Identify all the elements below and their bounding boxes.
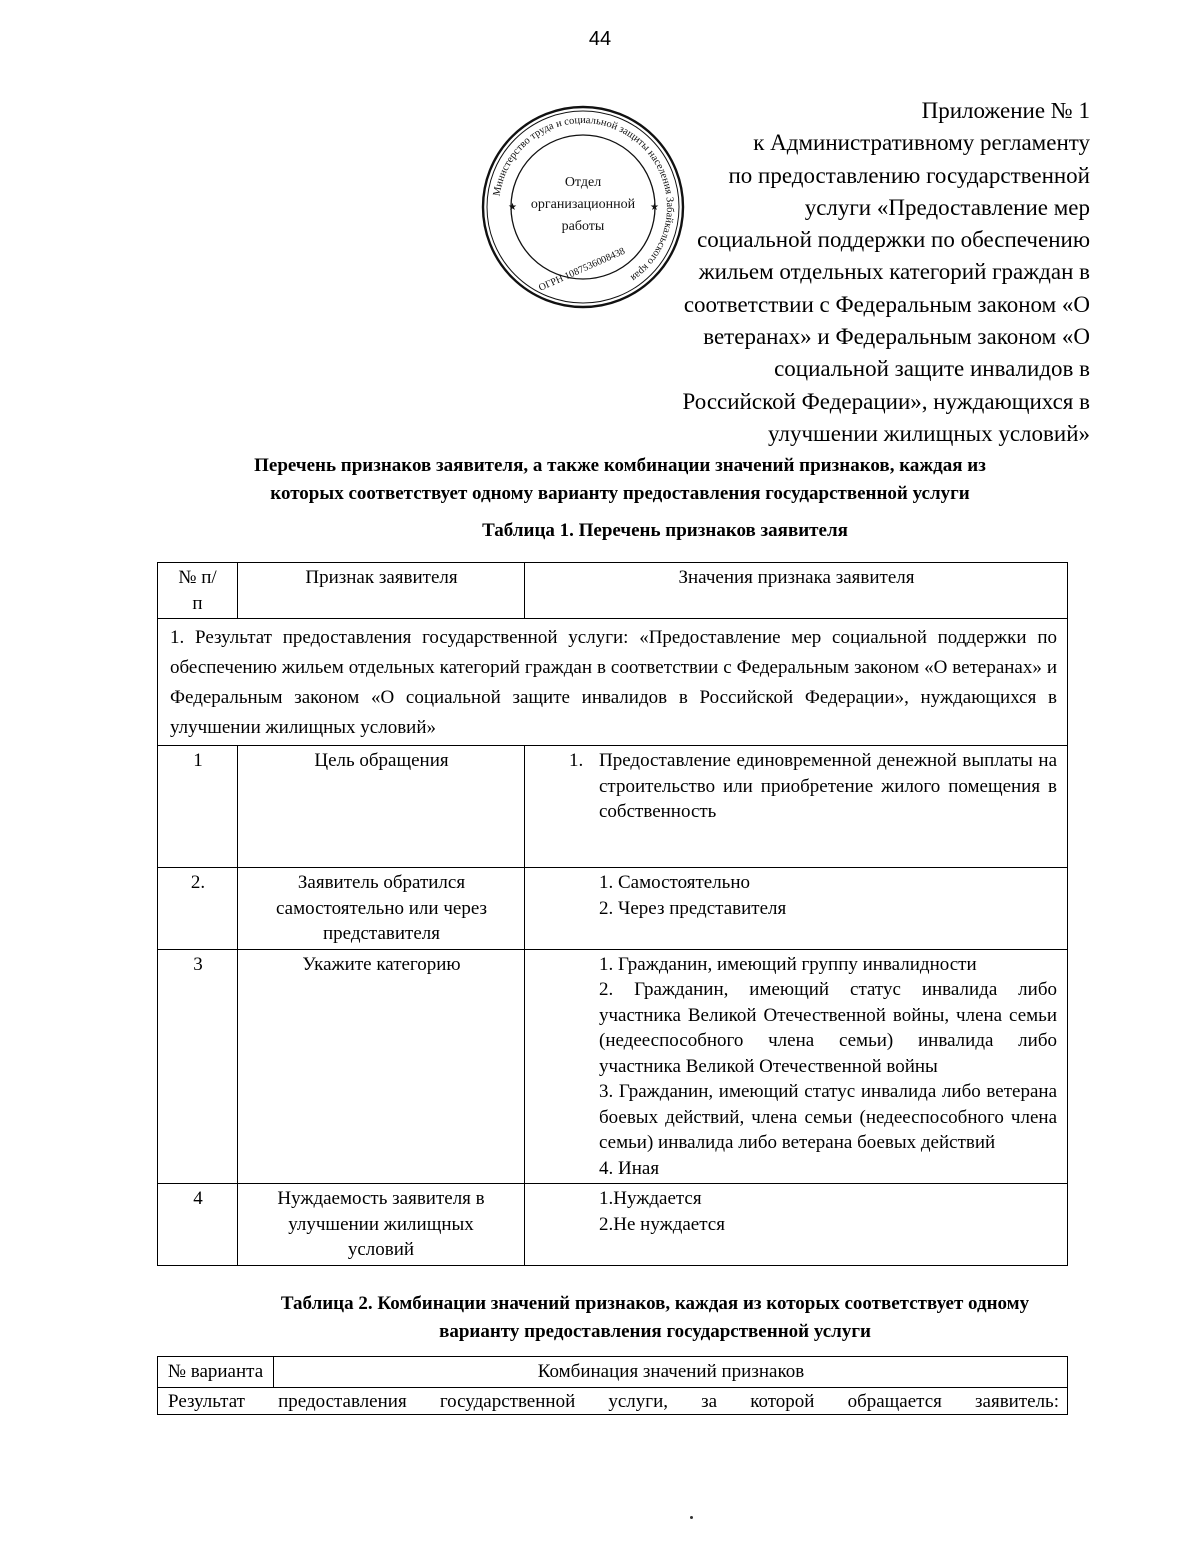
header-attribute: Признак заявителя <box>238 563 525 619</box>
table-row <box>158 746 1068 868</box>
stamp-center-line-1: Отдел <box>564 175 602 190</box>
list-item: 4. Иная <box>599 1157 660 1179</box>
list-item: 1.Нуждается <box>599 1188 702 1209</box>
star-icon: ★ <box>650 202 659 213</box>
row-values <box>525 868 1068 950</box>
appendix-line: улучшении жилищных условий» <box>768 420 1090 446</box>
row-attribute: Заявитель обратился самостоятельно или через представителя <box>238 868 525 950</box>
heading-line-1: Перечень признаков заявителя, а также комбинации значений признаков, каждая из <box>254 455 986 476</box>
row-num: 4 <box>158 1184 238 1266</box>
table-row <box>158 949 1068 1184</box>
appendix-line: Приложение № 1 <box>921 98 1090 123</box>
header-variant-num: № варианта <box>158 1357 274 1388</box>
header-combination: Комбинация значений признаков <box>274 1357 1068 1388</box>
result-row <box>158 1387 1068 1415</box>
row-values <box>525 746 1068 868</box>
stamp-center-line-3: работы <box>561 219 605 234</box>
header-values: Значения признака заявителя <box>525 563 1068 619</box>
list-number: 1. <box>569 750 584 771</box>
heading-line-2: которых соответствует одному варианту предоставления государственной услуги <box>270 483 970 504</box>
list-item: 1. Гражданин, имеющий группу инвалидности <box>599 953 977 975</box>
list-item: 2. Через представителя <box>599 897 787 919</box>
table-row <box>158 868 1068 950</box>
appendix-line: соответствии с Федеральным законом «О <box>683 291 1090 317</box>
row-attribute: Укажите категорию <box>238 949 525 1184</box>
appendix-line: по предоставлению государственной <box>728 162 1090 188</box>
appendix-line: услуги «Предоставление мер <box>804 194 1090 220</box>
row-num: 3 <box>158 949 238 1184</box>
appendix-line: ветеранах» и Федеральным законом «О <box>703 324 1090 350</box>
document-heading <box>150 452 1090 508</box>
page-number: 44 <box>588 28 612 50</box>
stamp-center-line-2: организационной <box>530 197 636 212</box>
table1-caption: Таблица 1. Перечень признаков заявителя <box>482 520 848 541</box>
applicant-attributes-table <box>157 562 1068 1266</box>
table-header-row <box>158 563 1068 619</box>
row-attribute: Нуждаемость заявителя в улучшении жилищных условий <box>238 1184 525 1266</box>
appendix-line: к Административному регламенту <box>753 130 1090 156</box>
list-item: Предоставление единовременной денежной выплаты на строительство или приобретение жилого помещения в собственность <box>599 750 1057 822</box>
header-num: № п/п <box>158 563 238 619</box>
appendix-line: жильем отдельных категорий граждан в <box>698 259 1090 285</box>
stamp-ogrn: ОГРН 1087536008438 <box>537 245 627 294</box>
star-icon: ★ <box>508 202 517 213</box>
row-attribute: Цель обращения <box>238 746 525 868</box>
list-item: 3. Гражданин, имеющий статус инвалида либо ветерана боевых действий, члена семьи (недееспособного члена семьи) инвалида либо ветерана боевых действий <box>599 1081 1057 1153</box>
row-values <box>525 1184 1068 1266</box>
row-values <box>525 949 1068 1184</box>
appendix-line: социальной защите инвалидов в <box>774 356 1090 382</box>
appendix-line: Российской Федерации», нуждающихся в <box>682 388 1090 414</box>
list-item: 1. Самостоятельно <box>599 872 751 893</box>
table2-caption: Таблица 2. Комбинации значений признаков, каждая из которых соответствует одному варианту предоставления государственной услуги <box>280 1293 1030 1342</box>
attribute-combinations-table <box>157 1356 1068 1415</box>
scan-artifact-dot <box>690 1516 693 1519</box>
table-row <box>158 1184 1068 1266</box>
list-item: 2.Не нуждается <box>599 1213 725 1235</box>
list-item: 2. Гражданин, имеющий статус инвалида либо участника Великой Отечественной войны, члена семьи (недееспособного члена семьи) инвалида либо участника Великой Отечественной войны <box>599 979 1057 1077</box>
stamp-outer-text: Министерство труда и социальной защиты населения Забайкальского края <box>491 114 676 284</box>
result-text: 1. Результат предоставления государственной услуги: «Предоставление мер социальной поддержки по обеспечению жильем отдельных категорий граждан в соответствии с Федеральным законом «О ветеранах» и Федеральным законом «О социальной защите инвалидов в Российской Федерации», нуждающихся в улучшении жилищных условий» <box>158 619 1068 746</box>
row-num: 2. <box>158 868 238 950</box>
row-num: 1 <box>158 746 238 868</box>
result-text: Результат предоставления государственной услуги, за которой обращается заявитель: <box>158 1387 1068 1415</box>
table-header-row <box>158 1357 1068 1388</box>
appendix-line: социальной поддержки по обеспечению <box>697 227 1090 253</box>
appendix-header <box>570 95 1090 450</box>
result-row <box>158 619 1068 746</box>
